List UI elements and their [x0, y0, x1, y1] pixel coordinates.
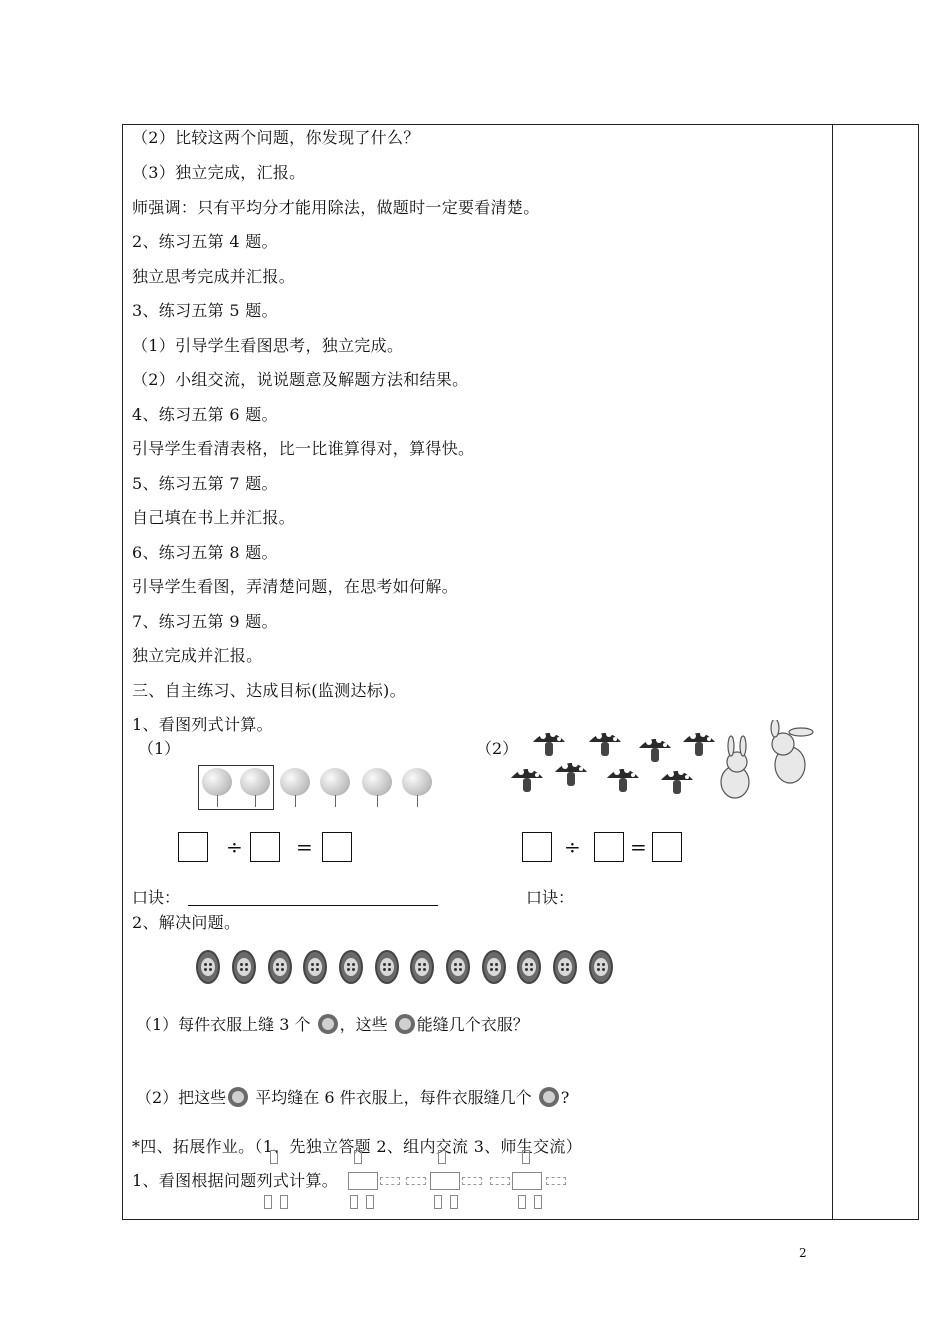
button-icon [318, 1014, 338, 1034]
koujue-label-2: 口诀： [526, 888, 575, 907]
text-line: 3、练习五第 5 题。 [132, 301, 278, 320]
text-line: 6、练习五第 8 题。 [132, 543, 278, 562]
text-line: 4、练习五第 6 题。 [132, 405, 278, 424]
text-line: 自己填在书上并汇报。 [132, 508, 296, 527]
text-line: 1、看图列式计算。 [132, 715, 273, 734]
text-line: 三、自主练习、达成目标(监测达标)。 [132, 681, 406, 700]
text-line: （1）引导学生看图思考，独立完成。 [132, 336, 404, 355]
question-2: （2）把这些 平均缝在 6 件衣服上，每件衣服缝几个 ? [136, 1088, 570, 1107]
text-line: （2）比较这两个问题，你发现了什么？ [132, 128, 420, 147]
text-line: （2）小组交流，说说题意及解题方法和结果。 [132, 370, 469, 389]
table-column-divider [832, 124, 833, 1220]
section-title: 2、解决问题。 [132, 913, 241, 932]
equals-sign: = [296, 835, 313, 859]
koujue-label-1: 口诀： [132, 888, 181, 907]
mushroom-rabbit-picture [505, 720, 825, 810]
text-line: 5、练习五第 7 题。 [132, 474, 278, 493]
button-icon [539, 1087, 559, 1107]
equals-sign: = [630, 835, 647, 859]
button-icon [228, 1087, 248, 1107]
answer-box[interactable] [652, 832, 682, 862]
text-line: 独立思考完成并汇报。 [132, 267, 296, 286]
text-line: 师强调：只有平均分才能用除法，做题时一定要看清楚。 [132, 198, 540, 217]
exercise-label-1: （1） [138, 739, 181, 758]
question-1: （1）每件衣服上缝 3 个 ，这些 能缝几个衣服？ [136, 1015, 529, 1034]
button-icon [395, 1014, 415, 1034]
answer-box[interactable] [250, 832, 280, 862]
text-line: 引导学生看图，弄清楚问题，在思考如何解。 [132, 577, 459, 596]
table-frame [122, 124, 919, 1220]
text-line: 7、练习五第 9 题。 [132, 612, 278, 631]
answer-box[interactable] [594, 832, 624, 862]
section-title: *四、拓展作业。（1、先独立答题 2、组内交流 3、师生交流） [132, 1137, 583, 1156]
divide-sign: ÷ [226, 835, 243, 859]
page-number: 2 [799, 1246, 807, 1260]
answer-box[interactable] [178, 832, 208, 862]
text-line: 引导学生看清表格，比一比谁算得对，算得快。 [132, 439, 475, 458]
divide-sign: ÷ [564, 835, 581, 859]
section-item: 1、看图根据问题列式计算。 [132, 1171, 339, 1190]
text-line: （3）独立完成，汇报。 [132, 163, 306, 182]
answer-box[interactable] [322, 832, 352, 862]
text-line: 独立完成并汇报。 [132, 646, 263, 665]
exercise-label-2: （2） [476, 739, 519, 758]
answer-box[interactable] [522, 832, 552, 862]
koujue-answer-line[interactable] [188, 905, 438, 906]
text-line: 2、练习五第 4 题。 [132, 232, 278, 251]
